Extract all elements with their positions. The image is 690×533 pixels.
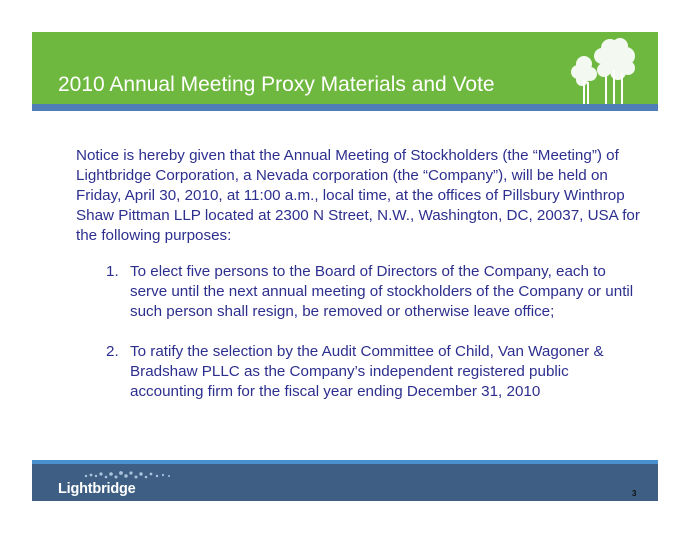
trees-icon [570, 34, 636, 104]
slide-title: 2010 Annual Meeting Proxy Materials and Vote [58, 73, 495, 96]
purposes-list [106, 262, 646, 422]
list-item [106, 262, 646, 322]
list-item-number: 1. [106, 263, 119, 280]
list-item [106, 342, 646, 402]
list-item-number: 2. [106, 343, 119, 360]
title-banner-stripe [32, 104, 658, 111]
list-item-text: To elect five persons to the Board of Directors of the Company, each to serve until the next annual meeting of stockholders of the Company or until such person shall resign, be removed or otherwise leave office; [130, 263, 634, 320]
list-item-text: To ratify the selection by the Audit Committee of Child, Van Wagoner & Bradshaw PLLC as the Company’s independent registered public accounting firm for the fiscal year ending December 31, 2010 [130, 343, 604, 400]
page-number: 3 [632, 489, 637, 498]
lightbridge-logo: Lightbridge [58, 481, 136, 497]
meeting-notice-paragraph: Notice is hereby given that the Annual Meeting of Stockholders (the “Meeting”) of Lightbridge Corporation, a Nevada corporation (the “Company”), will be held on Friday, April 30, 2010, at 11:00 a.m., local time, at the offices of Pillsbury Winthrop Shaw Pittman LLP located at 2300 N Street, N.W., Washington, DC, 20037, USA for the following purposes: [76, 147, 640, 244]
